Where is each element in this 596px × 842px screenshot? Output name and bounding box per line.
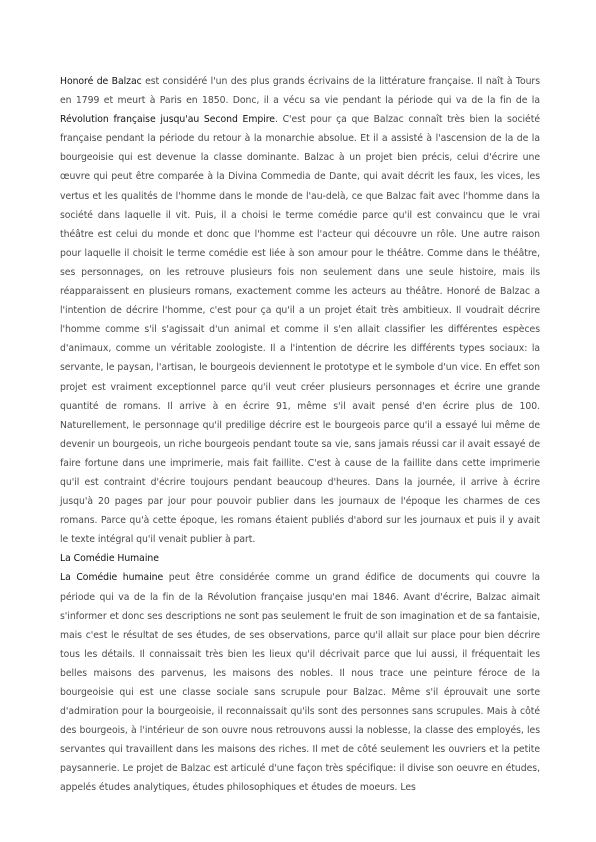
highlight-revolution-period: Révolution française jusqu'au Second Empire [60,114,275,126]
highlight-balzac-name: Honoré de Balzac [60,76,142,87]
paragraph-balzac-intro [60,72,540,549]
paragraph-text: . C'est pour ça que Balzac connaît très bien la société française pendant la période du retour à la monarchie absolue. Et il a assisté à l'ascension de la de la bourgeoisie qui est devenue la classe dominante. Balzac à un projet bien précis, celui d'écrire une œuvre qui peut être comparée à la Divina Commedia de Dante, qui avait décrit les faux, les vices, les vertus et les qualités de l'homme dans le monde de l'au-delà, ce que Balzac fait avec l'homme dans la société dans laquelle il vit. Puis, il a choisi le terme comédie parce qu'il est convaincu que le vrai théâtre est celui du monde et donc que l'homme est l'acteur qui découvre un rôle. Une autre raison pour laquelle il choisit le terme comédie est liée à son amour pour le théâtre. Comme dans le théâtre, ses personnages, on les retrouve plusieurs fois non seulement dans une seule histoire, mais ils réapparaissent en plusieurs romans, exactement comme les acteurs au théâtre. Honoré de Balzac a l'intention de décrire l'homme, c'est pour ça qu'il a un projet était très ambitieux. Il voudrait décrire l'homme comme s'il s'agissait d'un animal et comme il s'en allait classifier les différentes espèces d'animaux, comme un véritable zoologiste. Il a l'intention de décrire les différents types sociaux: la servante, le paysan, l'artisan, le bourgeois deviennent le prototype et le symbole d'un vice. En effet son projet est vraiment exceptionnel parce qu'il veut créer plusieurs personnages et écrire une grande quantité de romans. Il arrive à en écrire 91, même s'il avait pensé d'en écrire plus de 100. Naturellement, le personnage qu'il predilige décrire est le bourgeois parce qu'il a essayé lui même de devenir un bourgeois, un riche bourgeois pendant toute sa vie, sans jamais réussi car il avait essayé de faire fortune dans une imprimerie, mais fait faillite. C'est à cause de la faillite dans cette imprimerie qu'il est contraint d'écrire toujours pendant beaucoup d'heures. Dans la journée, il arrive à écrire jusqu'à 20 pages par jour pour pouvoir publier dans les journaux de l'époque les charmes de ces romans. Parce qu'à cette époque, les romans étaient publiés d'abord sur les journaux et puis il y avait le texte intégral qu'il venait publier à part. [60,114,541,546]
paragraph-text: peut être considérée comme un grand édifice de documents qui couvre la période qui va de la fin de la Révolution française jusqu'en mai 1846. Avant d'écrire, Balzac aimait s'informer et donc ses descriptions ne sont pas seulement le fruit de son imagination et de sa fantaisie, mais c'est le résultat de ses études, de ses observations, parce qu'il allait sur place pour bien décrire tous les détails. Il connaissait très bien les lieux qu'il décrivait parce que lui aussi, il fréquentait les belles maisons des parvenus, les maisons des nobles. Il nous trace une peinture féroce de la bourgeoisie qui est une classe sociale sans scrupule pour Balzac. Même s'il éprouvait une sorte d'admiration pour la bourgeoisie, il reconnaissait qu'ils sont des personnes sans scrupules. Mais à côté des bourgeois, à l'intérieur de son ouvre nous retrouvons aussi la noblesse, la classe des employés, les servantes qui travaillent dans les maisons des riches. Il met de côté seulement les ouvriers et la petite paysannerie. Le projet de Balzac est articulé d'une façon très spécifique: il divise son oeuvre en études, appelés études analytiques, études philosophiques et études de moeurs. Les [60,572,541,794]
document-page [60,72,540,798]
paragraph-comedie-humaine [60,568,540,797]
paragraph-text: est considéré l'un des plus grands écrivains de la littérature française. Il naît à Tours en 1799 et meurt à Paris en 1850. Donc, il a vécu sa vie pendant la période qui va de la fin de la [60,76,540,107]
section-heading: La Comédie Humaine [60,553,159,565]
highlight-comedie-humaine: La Comédie humaine [60,572,164,584]
